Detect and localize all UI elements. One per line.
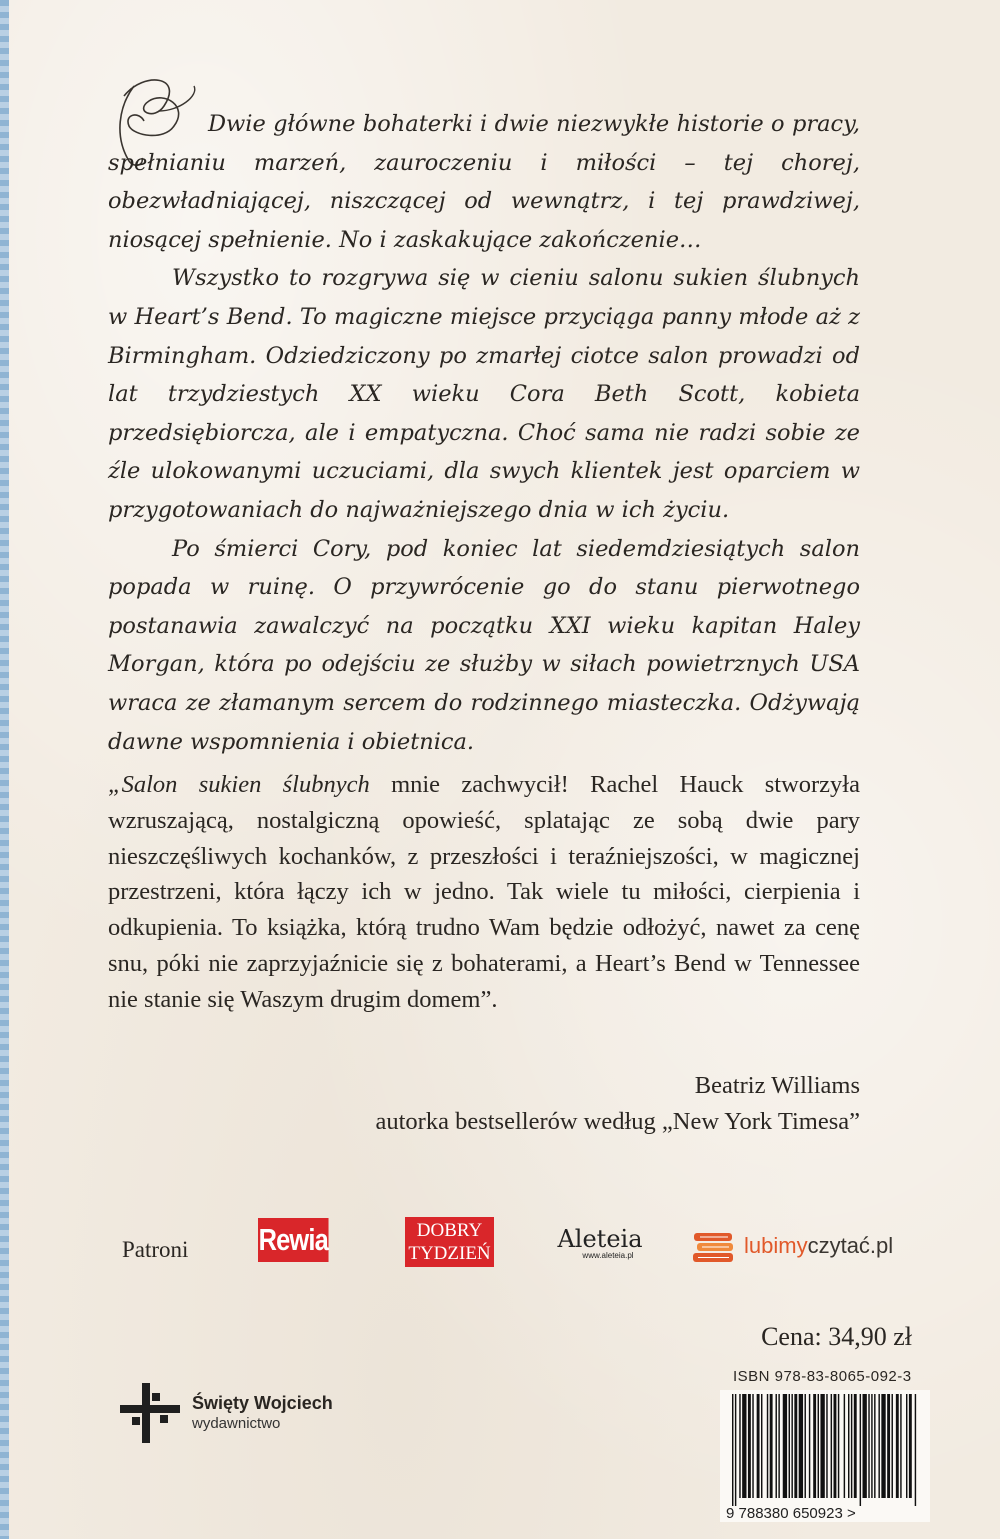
dobry-tydzien-logo (405, 1217, 494, 1267)
barcode-bar (752, 1394, 753, 1498)
barcode-bar (767, 1394, 768, 1498)
barcode-bar (848, 1394, 849, 1498)
barcode-bar (813, 1394, 816, 1498)
author-name: Beatriz Williams (694, 1072, 860, 1099)
barcode-bar (871, 1394, 872, 1498)
lubimy-part: lubimy (744, 1233, 808, 1258)
barcode-digits: 9 788380 650923 > (726, 1505, 856, 1522)
dobry-line-2: TYDZIEŃ (408, 1243, 491, 1264)
barcode-bar (868, 1394, 869, 1498)
publisher-subtitle: wydawnictwo (192, 1415, 281, 1432)
quote-body: mnie zachwycił! Rachel Hauck stworzyła wzruszającą, nostalgiczną opowieść, splatając ze sobą dwie pary nieszczęśliwych kochanków, z przeszłości i teraźniejszości, w magicznej przestrzeni, która łączy ich w jedno. Tak wiele tu miłości, cierpienia i odkupienia. To książka, którą trudno Wam będzie odłożyć, nawet za cenę snu, póki nie zaprzyjaźnicie się z bohaterami, a Heart’s Bend w Tennessee nie stanie się Waszym drugim domem”. (108, 771, 860, 1013)
barcode (720, 1390, 930, 1522)
barcode-bar (851, 1394, 852, 1498)
barcode-bar (742, 1394, 746, 1498)
barcode-bar (881, 1394, 885, 1498)
barcode-bar (900, 1394, 901, 1498)
blurb-text (108, 105, 860, 761)
barcode-bar (854, 1394, 857, 1498)
quote-book-title: „Salon sukien ślubnych (108, 771, 370, 798)
barcode-bar (739, 1394, 740, 1498)
barcode-bar (863, 1394, 867, 1498)
aleteia-name: Aleteia (557, 1225, 643, 1253)
aleteia-logo (550, 1225, 650, 1260)
publisher-name: Święty Wojciech (192, 1393, 333, 1413)
barcode-bar (776, 1394, 777, 1498)
publisher-logo (120, 1383, 380, 1447)
barcode-bar (805, 1394, 806, 1498)
barcode-bar (838, 1394, 839, 1498)
barcode-bar (826, 1394, 827, 1498)
barcode-bar (909, 1394, 912, 1498)
barcode-bar (844, 1394, 845, 1498)
barcode-bar (887, 1394, 890, 1498)
barcode-bar (794, 1394, 797, 1498)
blurb-paragraph-3: Po śmierci Cory, pod koniec lat siedemdziesiątych salon popada w ruinę. O przywrócenie go do stanu pierwotnego postanawia zawalczyć na początku XXI wieku kapitan Haley Morgan, która po odejściu ze służby w siłach powietrznych USA wraca ze złamanym sercem do rodzinnego miasteczka. Odżywają dawne wspomnienia i obietnica. (108, 535, 860, 755)
barcode-bar (915, 1394, 916, 1506)
books-stack-icon (692, 1229, 736, 1265)
barcode-bar (791, 1394, 792, 1498)
barcode-bar (906, 1394, 907, 1498)
czytac-part: czytać.pl (807, 1233, 894, 1258)
barcode-bar (770, 1394, 773, 1498)
barcode-bar (778, 1394, 779, 1498)
patrons-row (122, 1215, 922, 1275)
spine-edge (0, 0, 9, 1539)
barcode-bar (809, 1394, 810, 1498)
barcode-bar (789, 1394, 790, 1498)
review-quote (108, 767, 860, 1018)
barcode-bar (799, 1394, 803, 1498)
barcode-bar (761, 1394, 762, 1498)
aleteia-url: www.aleteia.pl (582, 1251, 634, 1260)
barcode-bar (748, 1394, 751, 1498)
barcode-bar (735, 1394, 736, 1506)
barcode-bar (757, 1394, 760, 1498)
barcode-bar (896, 1394, 899, 1498)
patrons-label: Patroni (122, 1237, 189, 1262)
cross-logo-icon (120, 1383, 180, 1443)
blurb-paragraph-2: Wszystko to rozgrywa się w cieniu salonu sukien ślubnych w Heart’s Bend. To magiczne miejsce przyciąga panny młode aż z Birmingham. Odziedziczony po zmarłej ciotce salon prowadzi od lat trzydziestych XX wieku Cora Beth Scott, kobieta przedsiębiorcza, ale i empatyczna. Choć sama nie radzi sobie ze źle ulokowanymi uczuciami, dla swych klientek jest oparciem w przygotowaniach do najważniejszego dnia w ich życiu. (108, 265, 860, 523)
barcode-bar (783, 1394, 787, 1498)
barcode-bar (831, 1394, 832, 1498)
author-note: autorka bestsellerów według „New York Timesa” (375, 1108, 860, 1135)
price-label: Cena: 34,90 zł (761, 1322, 912, 1351)
barcode-bar (820, 1394, 824, 1498)
rewia-logo: Rewia (258, 1218, 329, 1262)
quote-attribution (376, 1068, 861, 1140)
dobry-line-1: DOBRY (416, 1220, 483, 1241)
isbn-label: ISBN 978-83-8065-092-3 (733, 1368, 912, 1385)
blurb-paragraph-1: Dwie główne bohaterki i dwie niezwykłe historie o pracy, spełnianiu marzeń, zauroczeniu i miłości – tej chorej, obezwładniającej, niszczącej od wewnątrz, i tej prawdziwej, niosącej spełnienie. No i zaskakujące zakończenie… (108, 111, 860, 253)
barcode-bar (874, 1394, 875, 1498)
barcode-bar (818, 1394, 819, 1498)
barcode-bar (834, 1394, 837, 1498)
barcode-bar (892, 1394, 893, 1498)
barcode-bar (732, 1394, 733, 1506)
barcode-bar (860, 1394, 861, 1506)
barcode-bar (878, 1394, 879, 1498)
